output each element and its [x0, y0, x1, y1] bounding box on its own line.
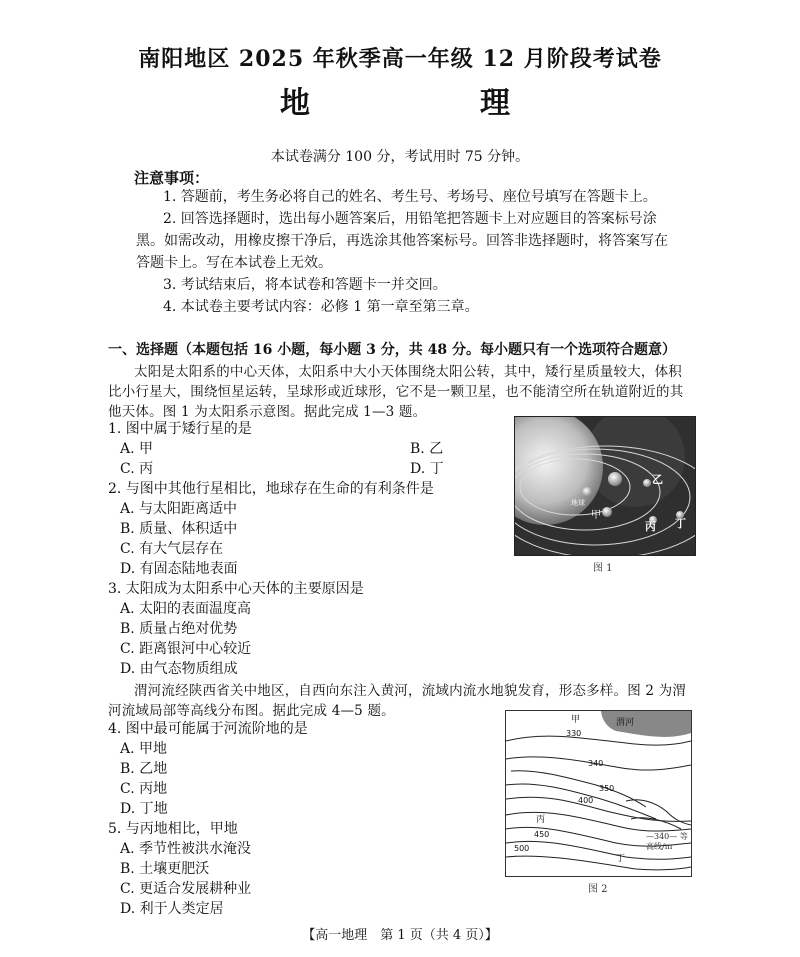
- q3-option-d: D. 由气态物质组成: [120, 661, 238, 677]
- notice-item-4: 4. 本试卷主要考试内容：必修 1 第一章至第三章。: [163, 299, 479, 315]
- q5-option-c: C. 更适合发展耕种业: [120, 881, 252, 897]
- q5-stem: 5. 与丙地相比，甲地: [108, 821, 238, 837]
- q3-option-b: B. 质量占绝对优势: [120, 621, 238, 637]
- solar-system-diagram: [515, 417, 695, 555]
- contour-legend: —340— 等高线/m: [646, 832, 688, 851]
- q1-option-d: D. 丁: [410, 461, 444, 477]
- notice-item-2: 2. 回答选择题时，选出每小题答案后，用铅笔把答题卡上对应题目的答案标号涂: [163, 211, 657, 227]
- label-jia: 甲: [591, 510, 601, 521]
- solar-system-figure: [514, 416, 696, 556]
- q1-stem: 1. 图中属于矮行星的是: [108, 421, 252, 437]
- q5-option-d: D. 利于人类定居: [120, 901, 224, 917]
- q2-stem: 2. 与图中其他行星相比，地球存在生命的有利条件是: [108, 481, 434, 497]
- q4-stem: 4. 图中最可能属于河流阶地的是: [108, 721, 308, 737]
- intro2-line2: 河流域局部等高线分布图。据此完成 4—5 题。: [108, 703, 395, 719]
- q4-option-c: C. 丙地: [120, 781, 168, 797]
- contour-450: 450: [534, 830, 550, 839]
- label-bing: 丙: [645, 520, 656, 533]
- label-ding: 丁: [616, 854, 626, 864]
- label-ding: 丁: [675, 517, 686, 530]
- exam-title: 南阳地区 2025 年秋季高一年级 12 月阶段考试卷: [138, 46, 662, 72]
- label-earth: 地球: [571, 499, 585, 507]
- intro1-line3: 他天体。图 1 为太阳系示意图。据此完成 1—3 题。: [108, 404, 427, 420]
- notice-item-3: 3. 考试结束后，将本试卷和答题卡一并交回。: [163, 277, 447, 293]
- earth-planet: [582, 487, 592, 497]
- river-area: [601, 711, 691, 737]
- contour-330: 330: [566, 729, 582, 738]
- score-note: 本试卷满分 100 分，考试用时 75 分钟。: [270, 149, 530, 165]
- label-river: 渭河: [616, 718, 635, 728]
- contour-400: 400: [578, 796, 594, 805]
- planet-yi: [643, 479, 651, 487]
- subject-title: 地 理: [280, 86, 580, 121]
- q5-option-a: A. 季节性被洪水淹没: [120, 841, 252, 857]
- label-jia: 甲: [571, 715, 581, 725]
- q2-option-b: B. 质量、体积适中: [120, 521, 238, 537]
- q4-option-a: A. 甲地: [120, 741, 168, 757]
- label-yi: 乙: [652, 473, 663, 486]
- q3-option-a: A. 太阳的表面温度高: [120, 601, 252, 617]
- contour-350: 350: [599, 784, 615, 793]
- planet-jia: [602, 507, 612, 517]
- planet-mid: [608, 472, 622, 486]
- notice-item-2-cont: 黑。如需改动，用橡皮擦干净后，再选涂其他答案标号。回答非选择题时，将答案写在: [136, 233, 668, 249]
- notice-item-2-end: 答题卡上。写在本试卷上无效。: [136, 255, 332, 271]
- intro2-line1: 渭河流经陕西省关中地区，自西向东注入黄河，流域内流水地貌发育，形态多样。图 2 为渭: [134, 683, 687, 699]
- contour-340: 340: [588, 759, 604, 768]
- q2-option-c: C. 有大气层存在: [120, 541, 224, 557]
- q4-option-b: B. 乙地: [120, 761, 168, 777]
- intro1-line1: 太阳是太阳系的中心天体，太阳系中大小天体围绕太阳公转，其中，矮行星质量较大，体积: [134, 364, 682, 380]
- q1-option-a: A. 甲: [120, 441, 154, 457]
- q1-option-c: C. 丙: [120, 461, 154, 477]
- q2-option-a: A. 与太阳距离适中: [120, 501, 238, 517]
- label-bing: 丙: [536, 815, 546, 825]
- q5-option-b: B. 土壤更肥沃: [120, 861, 210, 877]
- figure2-caption: 图 2: [588, 884, 608, 895]
- figure1-caption: 图 1: [593, 563, 613, 574]
- q2-option-d: D. 有固态陆地表面: [120, 561, 238, 577]
- q3-stem: 3. 太阳成为太阳系中心天体的主要原因是: [108, 581, 364, 597]
- q4-option-d: D. 丁地: [120, 801, 168, 817]
- page-footer: 【高一地理 第 1 页（共 4 页）】: [302, 928, 498, 943]
- q1-option-b: B. 乙: [410, 441, 444, 457]
- section-heading: 一、选择题（本题包括 16 小题，每小题 3 分，共 48 分。每小题只有一个选项符合题意）: [108, 342, 676, 358]
- notice-heading: 注意事项：: [134, 169, 210, 187]
- intro1-line2: 比小行星大，围绕恒星运转，呈球形或近球形，它不是一颗卫星，也不能清空所在轨道附近的其: [108, 384, 684, 400]
- notice-item-1: 1. 答题前，考生务必将自己的姓名、考生号、考场号、座位号填写在答题卡上。: [163, 189, 657, 205]
- q3-option-c: C. 距离银河中心较近: [120, 641, 252, 657]
- contour-500: 500: [514, 844, 530, 853]
